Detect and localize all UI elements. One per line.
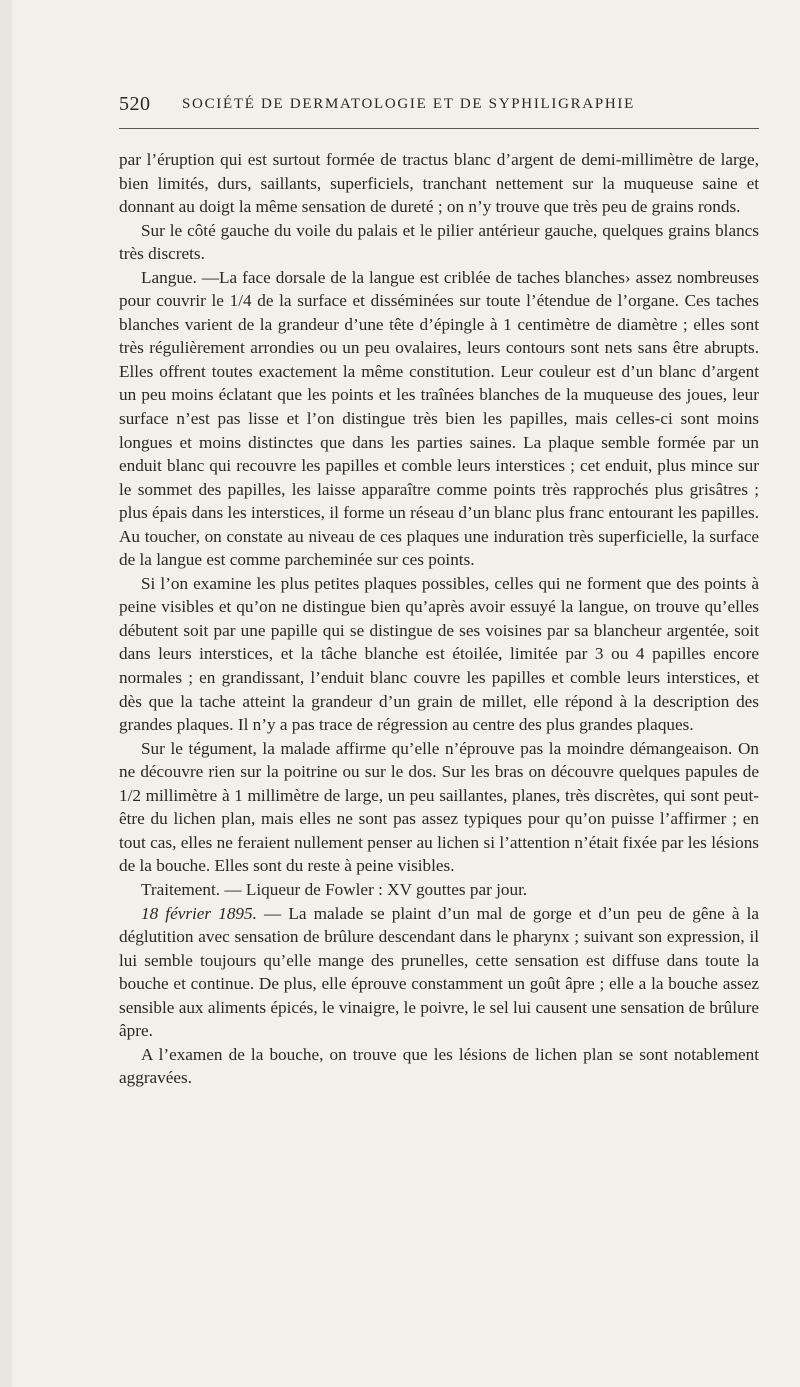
header-rule — [119, 128, 759, 129]
paragraph-tegument: Sur le tégument, la malade affirme qu’elle n’éprouve pas la moindre démangeaison. On ne découvre rien sur la poitrine ou sur le dos. Sur les bras on découvre quelques papules de 1/2 millimètre à 1 millimètre de large, un peu saillantes, planes, très discrètes, qui sont peut-être du lichen plan, mais elles ne sont pas assez typiques pour qu’on puisse l’affirmer ; en tout cas, elles ne feraient nullement penser au lichen si l’attention n’était fixée par les lésions de la bouche. Elles sont du reste à peine visibles. — [119, 738, 759, 876]
paragraph-palate: Sur le côté gauche du voile du palais et le pilier antérieur gauche, quelques grains blancs très discrets. — [119, 220, 759, 264]
paragraph-treatment: Traitement. — Liqueur de Fowler : XV gouttes par jour. — [141, 879, 528, 899]
page-number: 520 — [119, 93, 151, 115]
article-body — [119, 148, 759, 1090]
paragraph-small-plaques: Si l’on examine les plus petites plaques possibles, celles qui ne forment que des points à peine visibles et qu’on ne distingue bien qu’après avoir essuyé la langue, on trouve qu’elles débutent soit par une papille qui se distingue de ses voisines par sa blancheur argentée, soit dans leurs interstices, et la tâche blanche est étoilée, limitée par 3 ou 4 papilles encore normales ; en grandissant, l’enduit blanc couvre les papilles et comble leurs interstices, et dès que la tache atteint la grandeur d’un grain de millet, elle répond à la description des grandes plaques. Il n’y a pas trace de régression au centre des plus grandes plaques. — [119, 573, 759, 735]
paragraph-examination: A l’examen de la bouche, on trouve que les lésions de lichen plan se sont notablement aggravées. — [119, 1044, 759, 1088]
paragraph-tongue: Langue. —La face dorsale de la langue est criblée de taches blanches› assez nombreuses pour couvrir le 1/4 de la surface et disséminées sur toute l’étendue de l’organe. Ces taches blanches varient de la grandeur d’une tête d’épingle à 1 centimètre de diamètre ; elles sont très régulièrement arrondies ou un peu ovalaires, leurs contours sont nets sans être abrupts. Elles offrent toutes exactement la même constitution. Leur couleur est d’un blanc d’argent un peu moins éclatant que les points et les traînées blanches de la muqueuse des joues, leur surface n’est pas lisse et l’on distingue très bien les papilles, mais celles-ci sont moins longues et moins distinctes que dans les parties saines. La plaque semble formée par un enduit blanc qui recouvre les papilles et comble leurs interstices ; cet enduit, plus mince sur le sommet des papilles, les laisse apparaître comme points très rapprochés plus grisâtres ; plus épais dans les interstices, il forme un réseau d’un blanc plus franc entourant les papilles. Au toucher, on constate au niveau de ces plaques une induration très superficielle, la surface de la langue est comme parcheminée sur ces points. — [119, 267, 759, 570]
entry-date: 18 février 1895. — [141, 903, 257, 923]
paragraph-dated-entry — [119, 902, 759, 1043]
running-head: SOCIÉTÉ DE DERMATOLOGIE ET DE SYPHILIGRAPHIE — [182, 96, 635, 112]
scan-edge-shadow — [0, 0, 12, 1387]
paragraph-continuation: par l’éruption qui est surtout formée de tractus blanc d’argent de demi-millimètre de large, bien limités, durs, saillants, superficiels, tranchant nettement sur la muqueuse saine et donnant au doigt la même sensation de dureté ; on n’y trouve que très peu de grains ronds. — [119, 150, 759, 217]
page-header — [119, 93, 759, 123]
entry-text: — La malade se plaint d’un mal de gorge et d’un peu de gêne à la déglutition avec sensation de brûlure descendant dans le pharynx ; suivant son expression, il lui semble toujours qu’elle mange des prunelles, cette sensation est diffuse dans toute la bouche et continue. De plus, elle éprouve constamment un goût âpre ; elle a la bouche assez sensible aux aliments épicés, le vinaigre, le poivre, le sel lui causent une sensation de brûlure âpre. — [119, 903, 759, 1041]
